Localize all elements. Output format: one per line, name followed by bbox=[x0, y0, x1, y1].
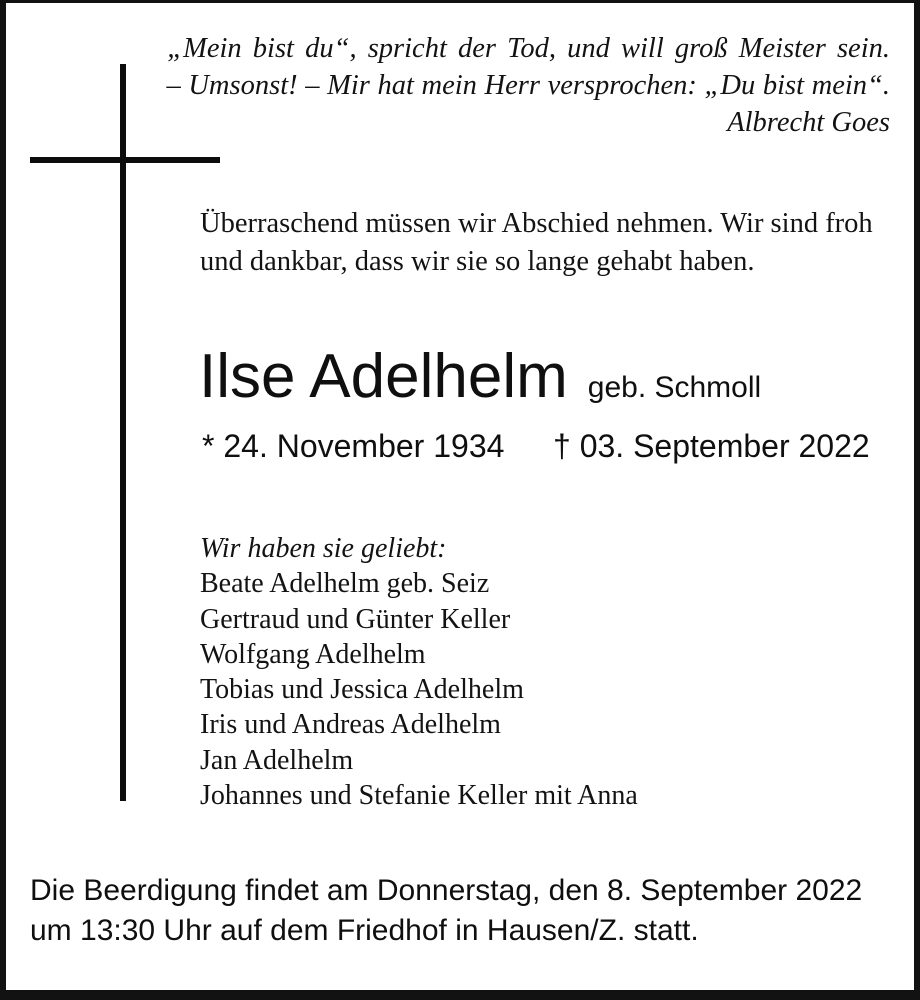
cross-horizontal-bar bbox=[30, 157, 220, 163]
mourners-list bbox=[200, 531, 638, 813]
mourners-intro: Wir haben sie geliebt: bbox=[200, 533, 447, 564]
mourner-name: Jan Adelhelm bbox=[200, 744, 354, 776]
maiden-name: geb. Schmoll bbox=[587, 371, 762, 404]
intro-paragraph: Überraschend müssen wir Abschied nehmen. Wir sind froh und dankbar, dass wir sie so lange gehabt haben. bbox=[200, 208, 873, 277]
quote-line-2: – Umsonst! – Mir hat mein Herr versprochen: „Du bist mein“. bbox=[166, 70, 890, 101]
mourner-name: Beate Adelhelm geb. Seiz bbox=[200, 568, 490, 600]
death-date: † 03. September 2022 bbox=[553, 428, 870, 464]
mourner-name: Iris und Andreas Adelhelm bbox=[200, 709, 501, 741]
birth-date: * 24. November 1934 bbox=[202, 428, 505, 464]
mourner-name: Gertraud und Günter Keller bbox=[200, 603, 511, 635]
quote-line-1: „Mein bist du“, spricht der Tod, und will groß Meister sein. bbox=[167, 33, 890, 64]
memorial-quote bbox=[166, 30, 890, 141]
life-dates-row bbox=[0, 428, 920, 468]
funeral-announcement: Die Beerdigung findet am Donnerstag, den 8. September 2022 um 13:30 Uhr auf dem Friedhof in Hausen/Z. statt. bbox=[30, 874, 863, 947]
deceased-name-row bbox=[199, 342, 762, 411]
mourner-name: Tobias und Jessica Adelhelm bbox=[200, 674, 524, 706]
quote-attribution: Albrecht Goes bbox=[727, 107, 890, 138]
deceased-name: Ilse Adelhelm bbox=[199, 342, 568, 411]
mourner-name: Wolfgang Adelhelm bbox=[200, 638, 426, 670]
mourner-name: Johannes und Stefanie Keller mit Anna bbox=[200, 780, 638, 812]
